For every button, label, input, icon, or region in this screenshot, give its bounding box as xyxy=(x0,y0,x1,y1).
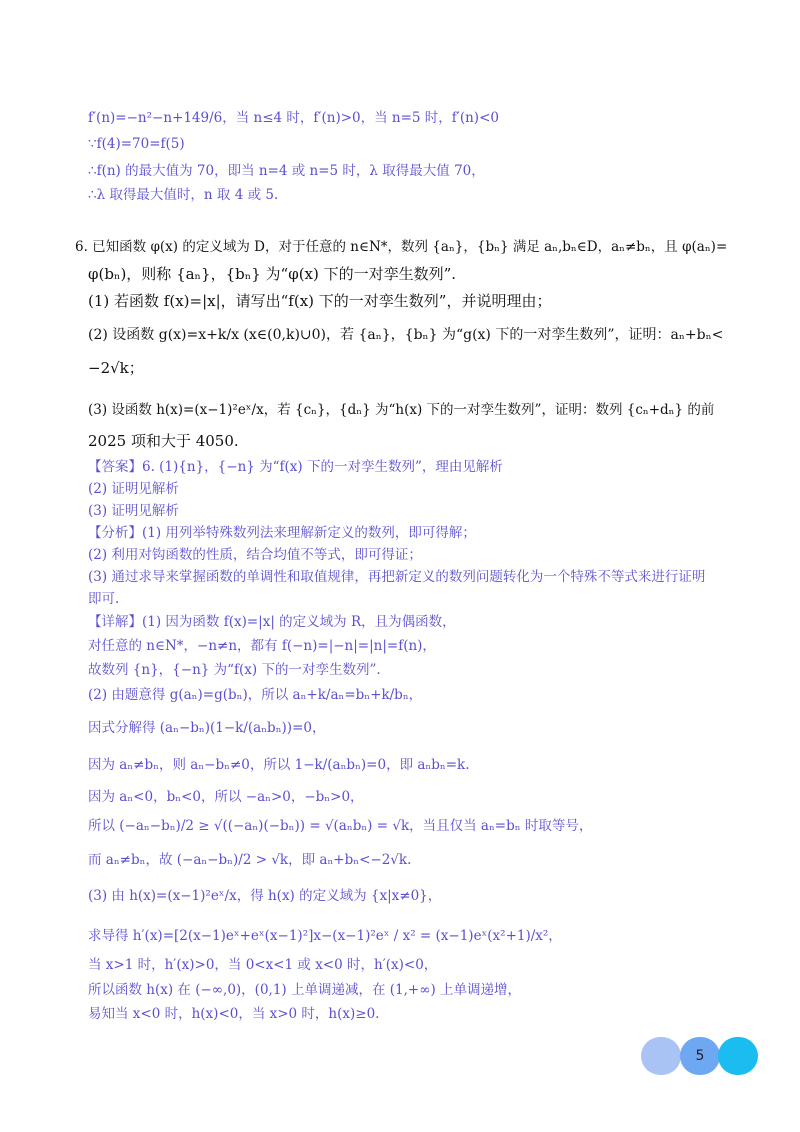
text-line: −2√k； xyxy=(88,359,144,377)
badge-circle-light xyxy=(641,1037,681,1075)
text-line: 易知当 x<0 时，h(x)<0，当 x>0 时，h(x)≥0. xyxy=(88,1006,380,1022)
badge-circle-dark xyxy=(718,1037,758,1075)
text-line: (3) 设函数 h(x)=(x−1)²eˣ/x，若 {cₙ}，{dₙ} 为“h(x) 下的一对孪生数列”，证明：数列 {cₙ+dₙ} 的前 xyxy=(88,402,715,418)
text-line: 【分析】(1) 用列举特殊数列法来理解新定义的数列，即可得解； xyxy=(88,525,476,541)
text-line: (3) 由 h(x)=(x−1)²eˣ/x，得 h(x) 的定义域为 {x|x≠0}， xyxy=(88,888,442,904)
text-line: 6. 已知函数 φ(x) 的定义域为 D，对于任意的 n∈N*，数列 {aₙ}，{bₙ} 满足 aₙ,bₙ∈D，aₙ≠bₙ，且 φ(aₙ)= xyxy=(75,239,728,255)
text-line: 而 aₙ≠bₙ，故 (−aₙ−bₙ)/2 > √k，即 aₙ+bₙ<−2√k. xyxy=(88,852,412,868)
text-line: 故数列 {n}，{−n} 为“f(x) 下的一对孪生数列”. xyxy=(88,662,381,678)
text-line: (3) 通过求导来掌握函数的单调性和取值规律，再把新定义的数列问题转化为一个特殊不等式来进行证明 xyxy=(88,569,706,585)
text-line: 当 x>1 时，h′(x)>0，当 0<x<1 或 x<0 时，h′(x)<0， xyxy=(88,957,438,973)
text-line: (2) 设函数 g(x)=x+k/x (x∈(0,k)∪0)，若 {aₙ}，{bₙ} 为“g(x) 下的一对孪生数列”，证明：aₙ+bₙ< xyxy=(88,327,724,343)
text-line: (1) 若函数 f(x)=|x|，请写出“f(x) 下的一对孪生数列”，并说明理由； xyxy=(88,292,552,310)
text-line: 【答案】6. (1){n}，{−n} 为“f(x) 下的一对孪生数列”，理由见解析 xyxy=(88,459,503,475)
text-line: 求导得 h′(x)=[2(x−1)eˣ+eˣ(x−1)²]x−(x−1)²eˣ / x² = (x−1)eˣ(x²+1)/x²， xyxy=(88,928,562,944)
text-line: ∴f(n) 的最大值为 70，即当 n=4 或 n=5 时，λ 取得最大值 70， xyxy=(88,163,485,179)
text-line: 因为 aₙ<0，bₙ<0，所以 −aₙ>0，−bₙ>0， xyxy=(88,789,364,805)
text-line: 所以函数 h(x) 在 (−∞,0)，(0,1) 上单调递减，在 (1,+∞) 上单调递增， xyxy=(88,982,522,998)
text-line: f′(n)=−n²−n+149/6，当 n≤4 时，f′(n)>0，当 n=5 时，f′(n)<0 xyxy=(88,110,499,126)
text-line: (3) 证明见解析 xyxy=(88,503,179,519)
text-line: (2) 利用对钩函数的性质，结合均值不等式，即可得证； xyxy=(88,547,422,563)
text-line: 即可. xyxy=(88,591,120,607)
text-line: (2) 证明见解析 xyxy=(88,481,179,497)
text-line: 因式分解得 (aₙ−bₙ)(1−k/(aₙbₙ))=0， xyxy=(88,720,326,736)
text-line: (2) 由题意得 g(aₙ)=g(bₙ)，所以 aₙ+k/aₙ=bₙ+k/bₙ， xyxy=(88,687,423,703)
page-number: 5 xyxy=(695,1048,705,1064)
text-line: ∵f(4)=70=f(5) xyxy=(88,136,185,152)
text-line: 所以 (−aₙ−bₙ)/2 ≥ √((−aₙ)(−bₙ)) = √(aₙbₙ) = √k，当且仅当 aₙ=bₙ 时取等号， xyxy=(88,818,593,834)
text-line: φ(bₙ)，则称 {aₙ}，{bₙ} 为“φ(x) 下的一对孪生数列”. xyxy=(88,265,457,283)
text-line: ∴λ 取得最大值时，n 取 4 或 5. xyxy=(88,187,279,203)
text-line: 【详解】(1) 因为函数 f(x)=|x| 的定义域为 R，且为偶函数， xyxy=(88,614,456,630)
text-line: 对任意的 n∈N*，−n≠n，都有 f(−n)=|−n|=|n|=f(n)， xyxy=(88,638,436,654)
text-line: 因为 aₙ≠bₙ，则 aₙ−bₙ≠0，所以 1−k/(aₙbₙ)=0，即 aₙbₙ=k. xyxy=(88,757,470,773)
text-line: 2025 项和大于 4050. xyxy=(88,432,239,450)
